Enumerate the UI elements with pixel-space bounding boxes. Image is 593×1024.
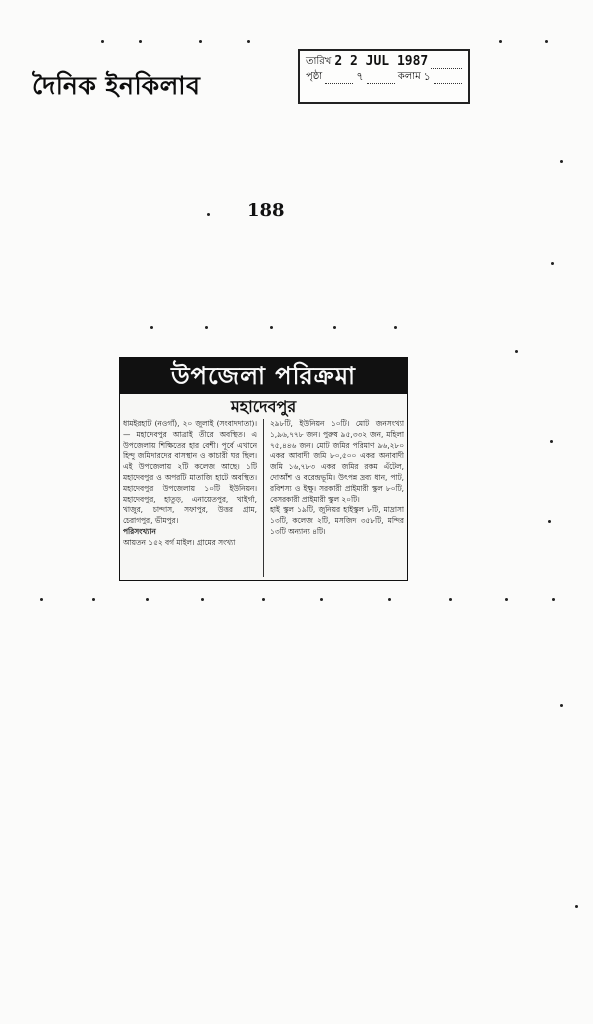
speckle [139,40,142,43]
speckle [270,326,273,329]
article-paragraph: আয়তন ১৫২ বর্গ মাইল। গ্রামের সংখ্যা [123,537,236,547]
speckle [92,598,95,601]
speckle [201,598,204,601]
stamp-date-value: 2 2 JUL 1987 [334,54,429,69]
speckle [262,598,265,601]
stamp-column-label: কলাম [397,71,421,82]
stamp-dotted-line [431,58,462,69]
stamp-date-row [306,54,462,69]
speckle [205,326,208,329]
article-banner-title: উপজেলা পরিক্রমা [120,358,407,394]
stamp-dotted-line [367,73,395,84]
speckle [40,598,43,601]
stamp-page-row [306,69,462,84]
article-columns [120,419,407,577]
speckle [333,326,336,329]
speckle [552,598,555,601]
speckle [388,598,391,601]
speckle [101,40,104,43]
speckle [499,40,502,43]
stamp-page-value: ৭ [356,70,364,83]
stamp-page-label: পৃষ্ঠা [306,71,323,82]
newspaper-clipping [119,357,408,581]
speckle [548,520,551,523]
article-paragraph: ২৯৮টি, ইউনিয়ন ১০টি। মোট জনসংখ্যা ১,৯৬,৭৭৮ জন। পুরুষ ৯৫,৩৩২ জন, মহিলা ৭৫,৪৪৬ জন। মোট জমির পরিমাণ ৯৬,২৮০ একর আবাদী জমি ৮০,৫০০ একর অনাবাদী জমি ১৬,৭৮৩ একর জমির রকম এঁটেল, দোআঁশ ও বরেন্দ্রভূমি। উৎপন্ন দ্রব্য ধান, পাট, রবিশস্য ও ইক্ষু। সরকারী প্রাইমারী স্কুল ৮০টি, বেসরকারী প্রাইমারী স্কুল ২০টি। [270,419,404,504]
stamp-column-value: ১ [423,70,431,83]
speckle [247,40,250,43]
article-paragraph: হাই স্কুল ১৯টি, জুনিয়র হাইস্কুল ৮টি, মাদ্রাসা ১৩টি, কলেজ ২টি, মসজিদ ৩৫৮টি, মন্দির ১৩টি অন্যান্য ৪টি। [270,505,404,536]
speckle [449,598,452,601]
speckle [560,704,563,707]
stamp-dotted-line [434,73,462,84]
article-section-heading: পরিসংখ্যান [123,526,156,536]
column-divider [263,419,264,577]
speckle [207,213,210,216]
newspaper-masthead: দৈনিক ইনকিলাব [32,71,201,100]
date-stamp [298,49,470,104]
article-subtitle: মহাদেবপুর [230,397,297,416]
article-right-column [270,419,404,577]
speckle [575,905,578,908]
speckle [150,326,153,329]
speckle [545,40,548,43]
speckle [394,326,397,329]
speckle [320,598,323,601]
speckle [551,262,554,265]
speckle [550,440,553,443]
speckle [505,598,508,601]
speckle [515,350,518,353]
speckle [199,40,202,43]
article-left-column [123,419,257,577]
archive-page-number: 188 [247,200,285,221]
speckle [146,598,149,601]
speckle [560,160,563,163]
stamp-date-label: তারিখ [306,56,332,67]
article-paragraph: ধামইরহাট (নওগাঁ), ২০ জুলাই (সংবাদদাতা)।— মহাদেবপুর আত্রাই তীরে অবস্থিত। এ উপজেলায় শিক্ষিতের হার বেশী। পূর্বে এখানে হিন্দু জমিদারদের বাসস্থান ও কাচারী ঘর ছিল। এই উপজেলায় ২টি কলেজ আছে। ১টি মহাদেবপুর ও অপরটি মাতাজি হাটে অবস্থিত। মহাদেবপুর উপজেলায় ১০টি ইউনিয়ন। মহাদেবপুর, হাতুড়, এনায়েতপুর, খাইর্গা, খাজুর, চান্দাস, সফাপুর, উত্তর গ্রাম, চেরাগপুর, ভীমপুর। [123,419,257,526]
stamp-dotted-line [325,73,353,84]
